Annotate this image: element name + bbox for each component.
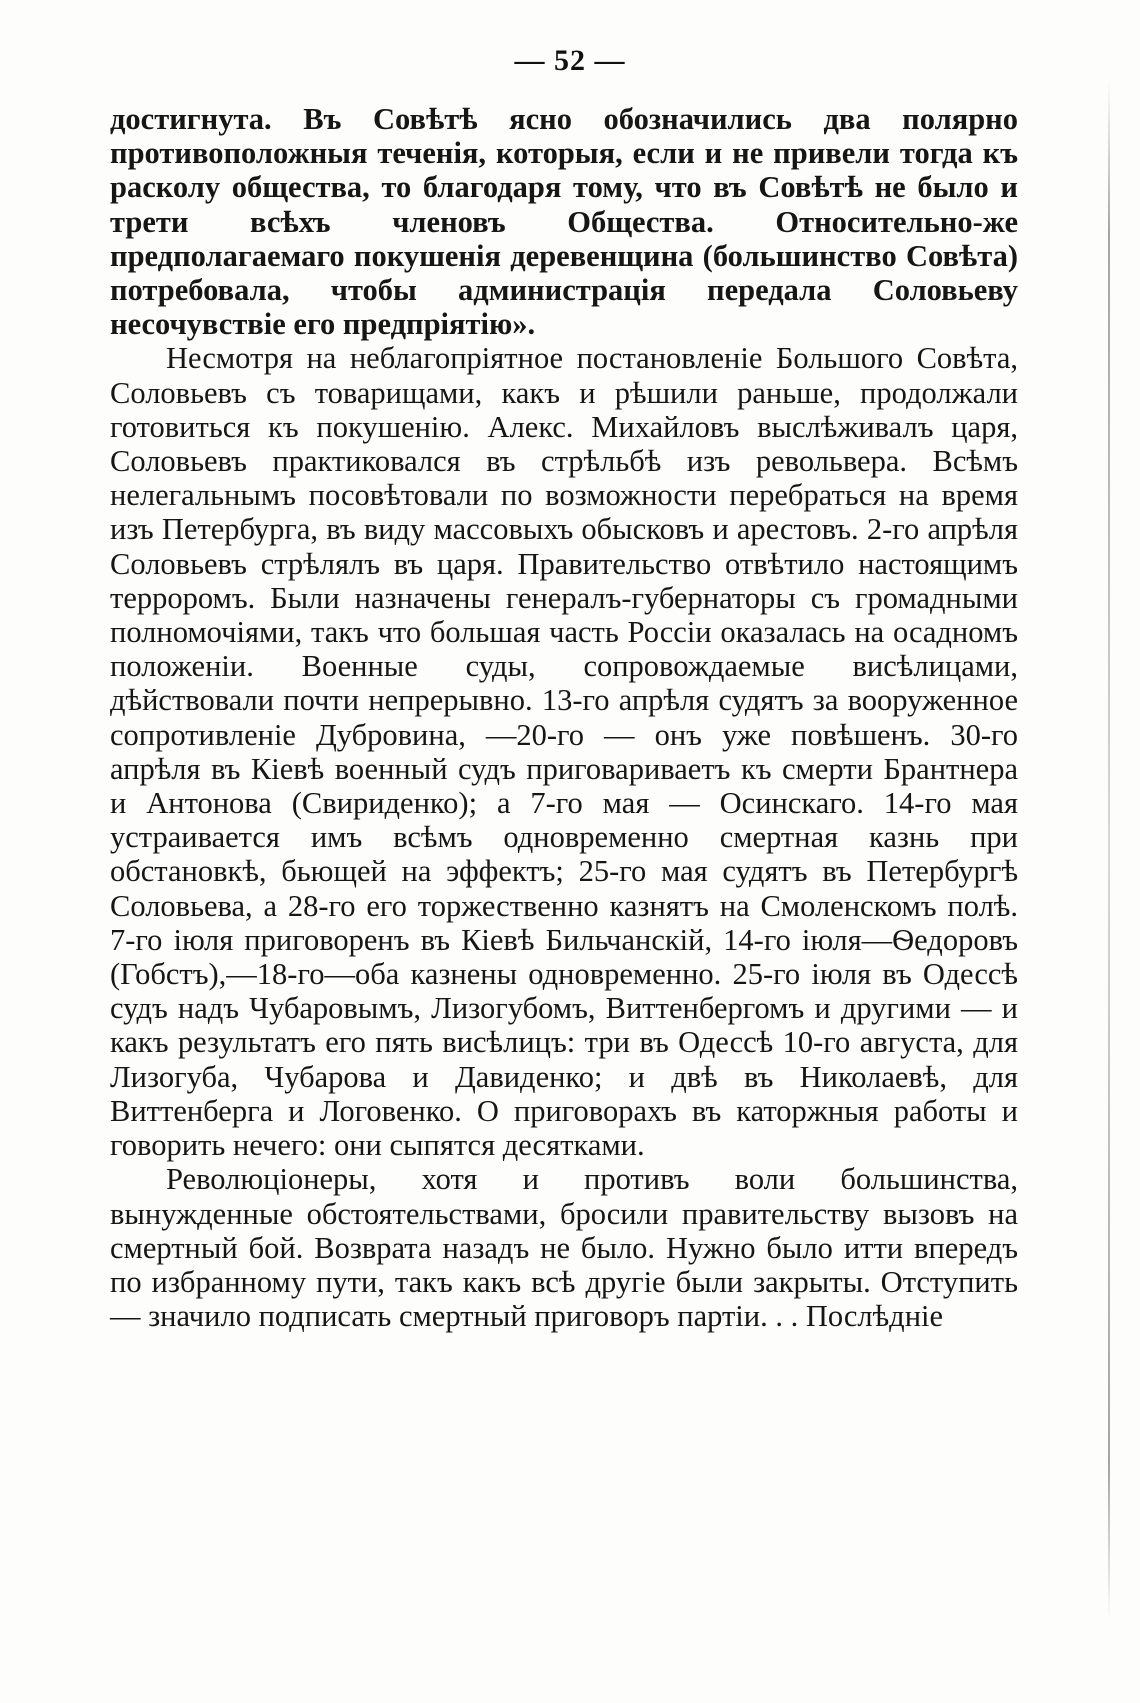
paragraph-3: Революціонеры, хотя и противъ воли большинства, вынужденные обстоятельствами, бросили правительству вызовъ на смертный бой. Возврата назадъ не было. Нужно было итти впередъ по избранному пути, такъ какъ всѣ другіе были закрыты. Отступить — значило подписать смертный приговоръ партіи. . . Послѣдніе: [110, 1162, 1018, 1334]
page-body-text: [110, 102, 1018, 1333]
paragraph-1: достигнута. Въ Совѣтѣ ясно обозначились два полярно противоположныя теченія, которыя, если и не привели тогда къ расколу общества, то благодаря тому, что въ Совѣтѣ не было и трети всѣхъ членовъ Общества. Относительно-же предполагаемаго покушенія деревенщина (большинство Совѣта) потребовала, чтобы администрація передала Соловьеву несочувствіе его предпріятію».: [110, 102, 1018, 342]
paragraph-2: Несмотря на неблагопріятное постановленіе Большого Совѣта, Соловьевъ съ товарищами, какъ и рѣшили раньше, продолжали готовиться къ покушенію. Алекс. Михайловъ выслѣживалъ царя, Соловьевъ практиковался въ стрѣльбѣ изъ револьвера. Всѣмъ нелегальнымъ посовѣтовали по возможности перебраться на время изъ Петербурга, въ виду массовыхъ обысковъ и арестовъ. 2-го апрѣля Соловьевъ стрѣлялъ въ царя. Правительство отвѣтило настоящимъ терроромъ. Были назначены генералъ-губернаторы съ громадными полномочіями, такъ что большая часть Россіи оказалась на осадномъ положеніи. Военные суды, сопровождаемые висѣлицами, дѣйствовали почти непрерывно. 13-го апрѣля судятъ за вооруженное сопротивленіе Дубровина, —20-го — онъ уже повѣшенъ. 30-го апрѣля въ Кіевѣ военный судъ приговариваетъ къ смерти Брантнера и Антонова (Свириденко); а 7-го мая — Осинскаго. 14-го мая устраивается имъ всѣмъ одновременно смертная казнь при обстановкѣ, бьющей на эффектъ; 25-го мая судятъ въ Петербургѣ Соловьева, а 28-го его торжественно казнятъ на Смоленскомъ полѣ. 7-го іюля приговоренъ въ Кіевѣ Бильчанскій, 14-го іюля—Ѳедоровъ (Гобстъ),—18-го—оба казнены одновременно. 25-го іюля въ Одессѣ судъ надъ Чубаровымъ, Лизогубомъ, Виттенбергомъ и другими — и какъ результатъ его пять висѣлицъ: три въ Одессѣ 10-го августа, для Лизогуба, Чубарова и Давиденко; и двѣ въ Николаевѣ, для Виттенберга и Логовенко. О приговорахъ въ каторжныя работы и говорить нечего: они сыпятся десятками.: [110, 341, 1018, 1163]
page-edge-line: [1108, 80, 1110, 1620]
page-number: — 52 —: [514, 44, 626, 77]
